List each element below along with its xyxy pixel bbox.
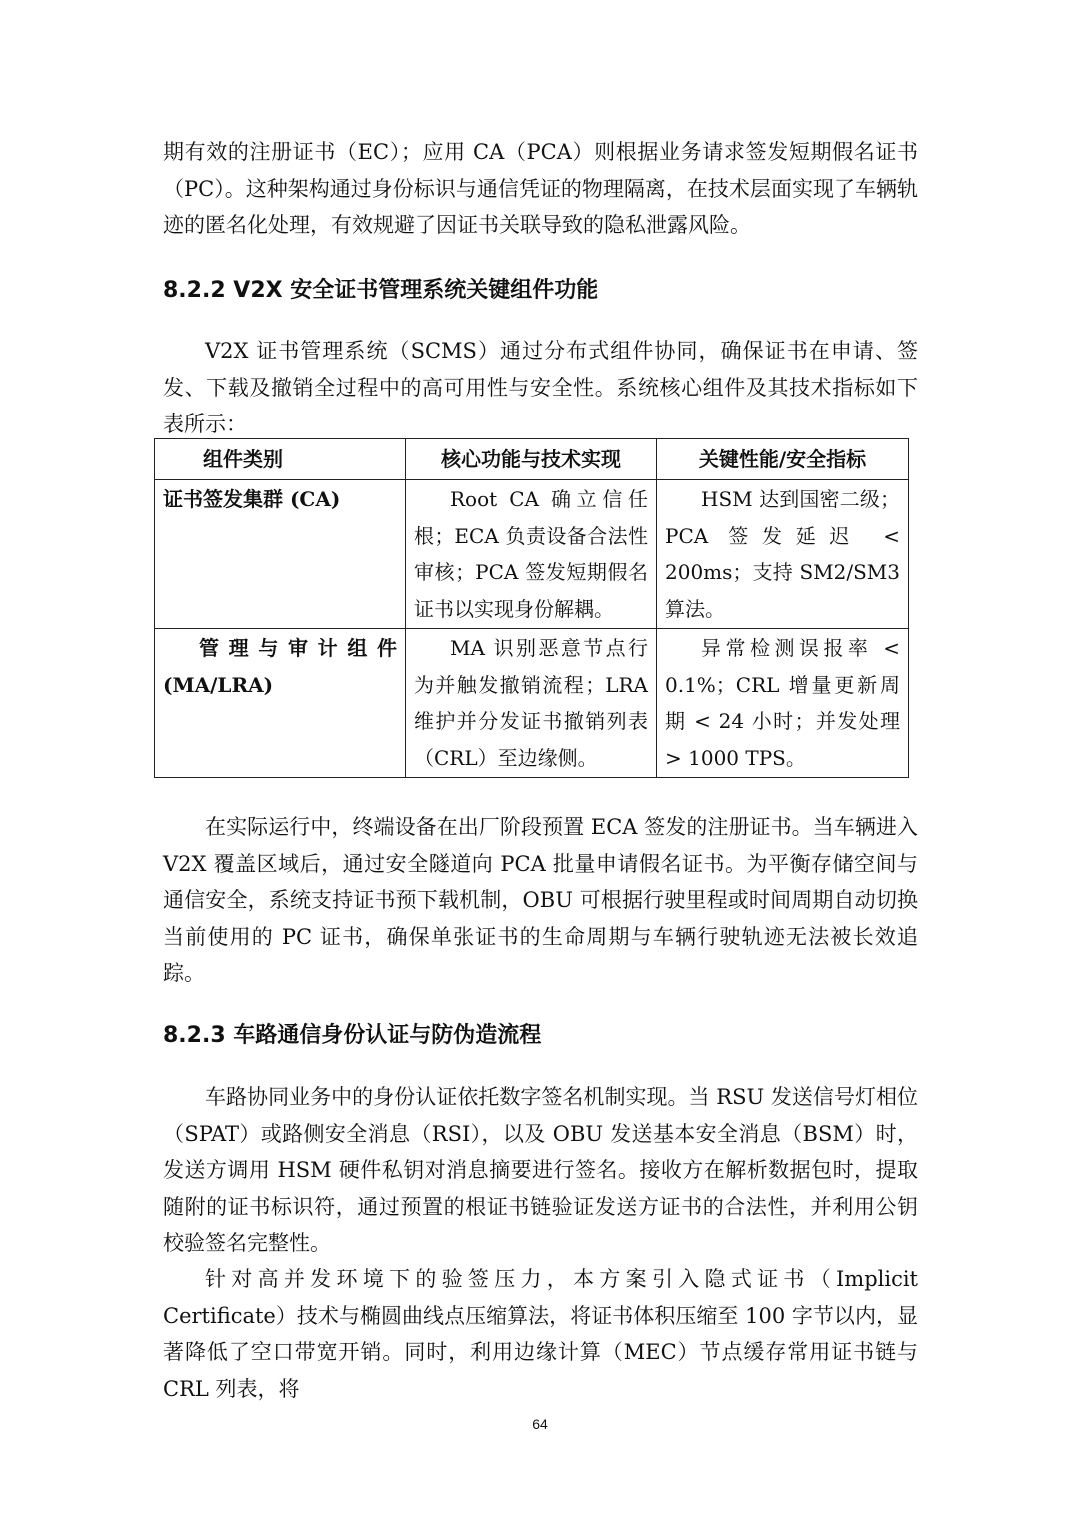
table-cell-function: Root CA 确立信任根；ECA 负责设备合法性审核；PCA 签发短期假名证书以实现身份解耦。: [406, 480, 657, 629]
table-cell-metrics: HSM 达到国密二级；PCA 签发延迟 < 200ms；支持 SM2/SM3 算法。: [657, 480, 909, 629]
table-cell-metrics: 异常检测误报率 < 0.1%；CRL 增量更新周期 < 24 小时；并发处理 > 1000 TPS。: [657, 629, 909, 778]
table-header-function: 核心功能与技术实现: [406, 439, 657, 480]
table-header-metrics: 关键性能/安全指标: [657, 439, 909, 480]
table-row: [155, 480, 909, 629]
table-cell-function: MA 识别恶意节点行为并触发撤销流程；LRA 维护并分发证书撤销列表（CRL）至边缘侧。: [406, 629, 657, 778]
component-table: [154, 438, 909, 778]
operation-paragraph: 在实际运行中，终端设备在出厂阶段预置 ECA 签发的注册证书。当车辆进入 V2X 覆盖区域后，通过安全隧道向 PCA 批量申请假名证书。为平衡存储空间与通信安全，系统支持证书预下载机制，OBU 可根据行驶里程或时间周期自动切换当前使用的 PC 证书，确保单张证书的生命周期与车辆行驶轨迹无法被长效追踪。: [163, 815, 918, 985]
page-number: 64: [532, 1416, 548, 1432]
table-cell-category: 证书签发集群 (CA): [155, 480, 406, 629]
section-heading-8-2-3: 8.2.3 车路通信身份认证与防伪造流程: [163, 1023, 542, 1048]
scms-paragraph: V2X 证书管理系统（SCMS）通过分布式组件协同，确保证书在申请、签发、下载及撤销全过程中的高可用性与安全性。系统核心组件及其技术指标如下表所示：: [163, 339, 918, 436]
table-cell-category: 管理与审计组件(MA/LRA): [155, 629, 406, 778]
section-heading-8-2-2: 8.2.2 V2X 安全证书管理系统关键组件功能: [163, 278, 599, 303]
table-header-category: 组件类别: [155, 439, 406, 480]
implicit-cert-paragraph: 针对高并发环境下的验签压力，本方案引入隐式证书（Implicit Certificate）技术与椭圆曲线点压缩算法，将证书体积压缩至 100 字节以内，显著降低了空口带宽开销。同时，利用边缘计算（MEC）节点缓存常用证书链与 CRL 列表，将: [163, 1267, 918, 1401]
table-header-row: [155, 439, 909, 480]
table-row: [155, 629, 909, 778]
auth-paragraph: 车路协同业务中的身份认证依托数字签名机制实现。当 RSU 发送信号灯相位（SPAT）或路侧安全消息（RSI），以及 OBU 发送基本安全消息（BSM）时，发送方调用 HSM 硬件私钥对消息摘要进行签名。接收方在解析数据包时，提取随附的证书标识符，通过预置的根证书链验证发送方证书的合法性，并利用公钥校验签名完整性。: [163, 1085, 918, 1255]
intro-paragraph: 期有效的注册证书（EC）；应用 CA（PCA）则根据业务请求签发短期假名证书（PC）。这种架构通过身份标识与通信凭证的物理隔离，在技术层面实现了车辆轨迹的匿名化处理，有效规避了因证书关联导致的隐私泄露风险。: [163, 140, 918, 237]
